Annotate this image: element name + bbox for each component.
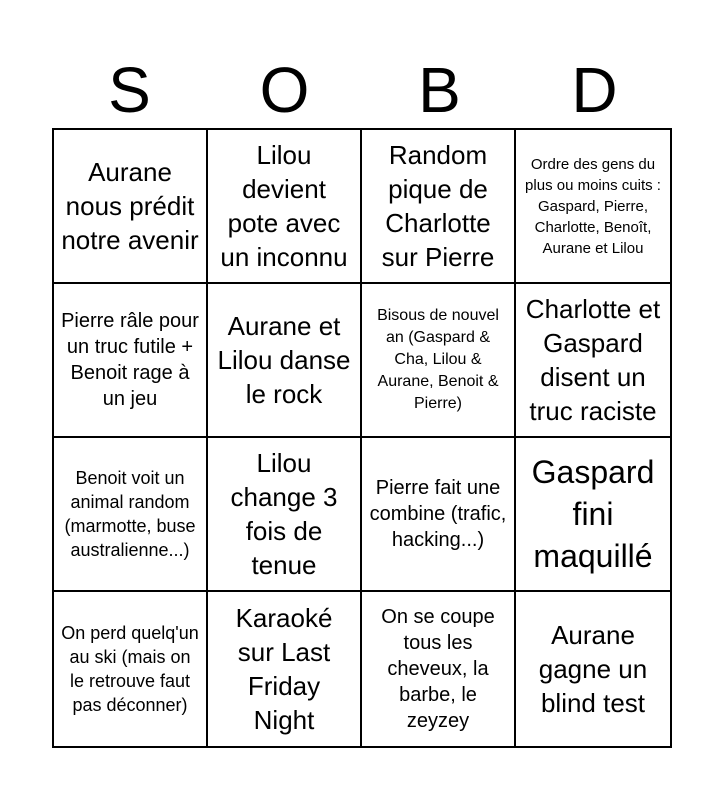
bingo-cell-r4c1 [54,592,208,746]
cell-text: Benoit voit un animal random (marmotte, buse australienne...) [64,468,196,560]
bingo-cell-r2c3 [362,284,516,438]
bingo-cell-r3c3 [362,438,516,592]
cell-text: Lilou devient pote avec un inconnu [220,140,348,272]
bingo-cell-r2c1 [54,284,208,438]
cell-text: On se coupe tous les cheveux, la barbe, le zeyzey [381,606,495,732]
cell-text: Aurane nous prédit notre avenir [61,157,199,255]
cell-text: Charlotte et Gaspard disent un truc raciste [525,294,661,426]
bingo-cell-r4c2 [208,592,362,746]
bingo-cell-r3c4 [516,438,670,592]
header-letter-b: B [418,54,461,126]
cell-text: Gaspard fini maquillé [531,454,655,574]
cell-text: Random pique de Charlotte sur Pierre [381,140,495,272]
cell-text: Ordre des gens du plus ou moins cuits : Gaspard, Pierre, Charlotte, Benoît, Aurane et Lilou [525,155,661,257]
bingo-cell-r3c2 [208,438,362,592]
bingo-cell-r1c4 [516,130,670,284]
bingo-cell-r1c2 [208,130,362,284]
bingo-cell-r2c2 [208,284,362,438]
bingo-cell-r4c4 [516,592,670,746]
cell-text: Lilou change 3 fois de tenue [230,448,338,580]
cell-text: Bisous de nouvel an (Gaspard & Cha, Lilou & Aurane, Benoit & Pierre) [377,307,499,412]
cell-text: Aurane gagne un blind test [538,620,648,718]
bingo-cell-r4c3 [362,592,516,746]
bingo-cell-r3c1 [54,438,208,592]
bingo-cell-r1c3 [362,130,516,284]
cell-text: Pierre fait une combine (trafic, hacking...) [369,477,507,551]
bingo-cell-r1c1 [54,130,208,284]
cell-text: On perd quelq'un au ski (mais on le retrouve faut pas déconner) [61,623,199,715]
bingo-cell-r2c4 [516,284,670,438]
header-letter-d: D [571,54,618,126]
header-letter-s: S [108,54,151,126]
header-letter-o: O [259,54,310,126]
cell-text: Pierre râle pour un truc futile + Benoit rage à un jeu [61,310,199,410]
cell-text: Karaoké sur Last Friday Night [235,603,333,735]
bingo-header [52,52,672,128]
cell-text: Aurane et Lilou danse le rock [217,311,351,409]
bingo-grid [52,128,672,748]
